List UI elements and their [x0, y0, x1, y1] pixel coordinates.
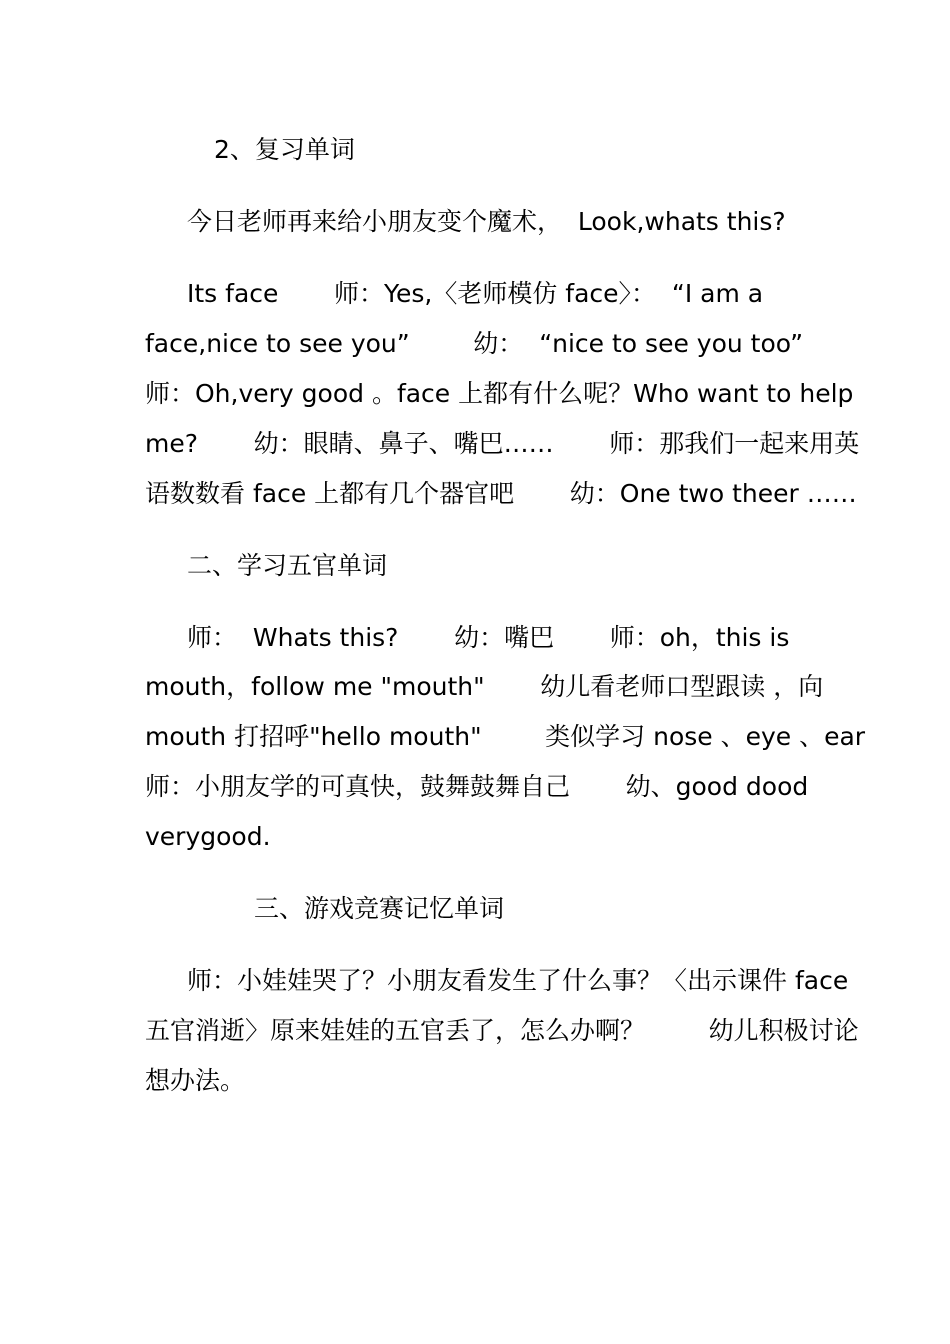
- paragraph-line: face,nice to see you” 幼： “nice to see you too”: [145, 329, 804, 358]
- paragraph-line: 师： Whats this? 幼：嘴巴 师：oh，this is: [187, 623, 790, 652]
- section-heading-learn: 二、学习五官单词: [187, 551, 388, 580]
- paragraph-line: 师：Oh,very good 。face 上都有什么呢？Who want to help: [145, 379, 854, 408]
- paragraph-line: verygood.: [145, 822, 271, 851]
- paragraph-line: 五官消逝〉原来娃娃的五官丢了，怎么办啊？ 幼儿积极讨论: [145, 1016, 859, 1045]
- paragraph-line: 想办法。: [145, 1066, 246, 1095]
- paragraph-line: mouth，follow me "mouth" 幼儿看老师口型跟读 ，向: [145, 672, 824, 701]
- paragraph-line: 今日老师再来给小朋友变个魔术， Look,whats this?: [187, 207, 786, 236]
- section-heading-game: 三、游戏竞赛记忆单词: [254, 894, 505, 923]
- section-heading-review: 2、复习单词: [214, 135, 355, 164]
- paragraph-line: me? 幼：眼睛、鼻子、嘴巴…… 师：那我们一起来用英: [145, 429, 860, 458]
- paragraph-line: Its face 师：Yes,〈老师模仿 face〉： “I am a: [187, 279, 764, 308]
- paragraph-line: 师：小娃娃哭了？小朋友看发生了什么事？〈出示课件 face: [187, 966, 849, 995]
- paragraph-line: 师：小朋友学的可真快，鼓舞鼓舞自己 幼、good dood: [145, 772, 809, 801]
- paragraph-line: mouth 打招呼"hello mouth" 类似学习 nose 、eye 、ear: [145, 722, 866, 751]
- paragraph-line: 语数数看 face 上都有几个器官吧 幼：One two theer ……: [145, 479, 857, 508]
